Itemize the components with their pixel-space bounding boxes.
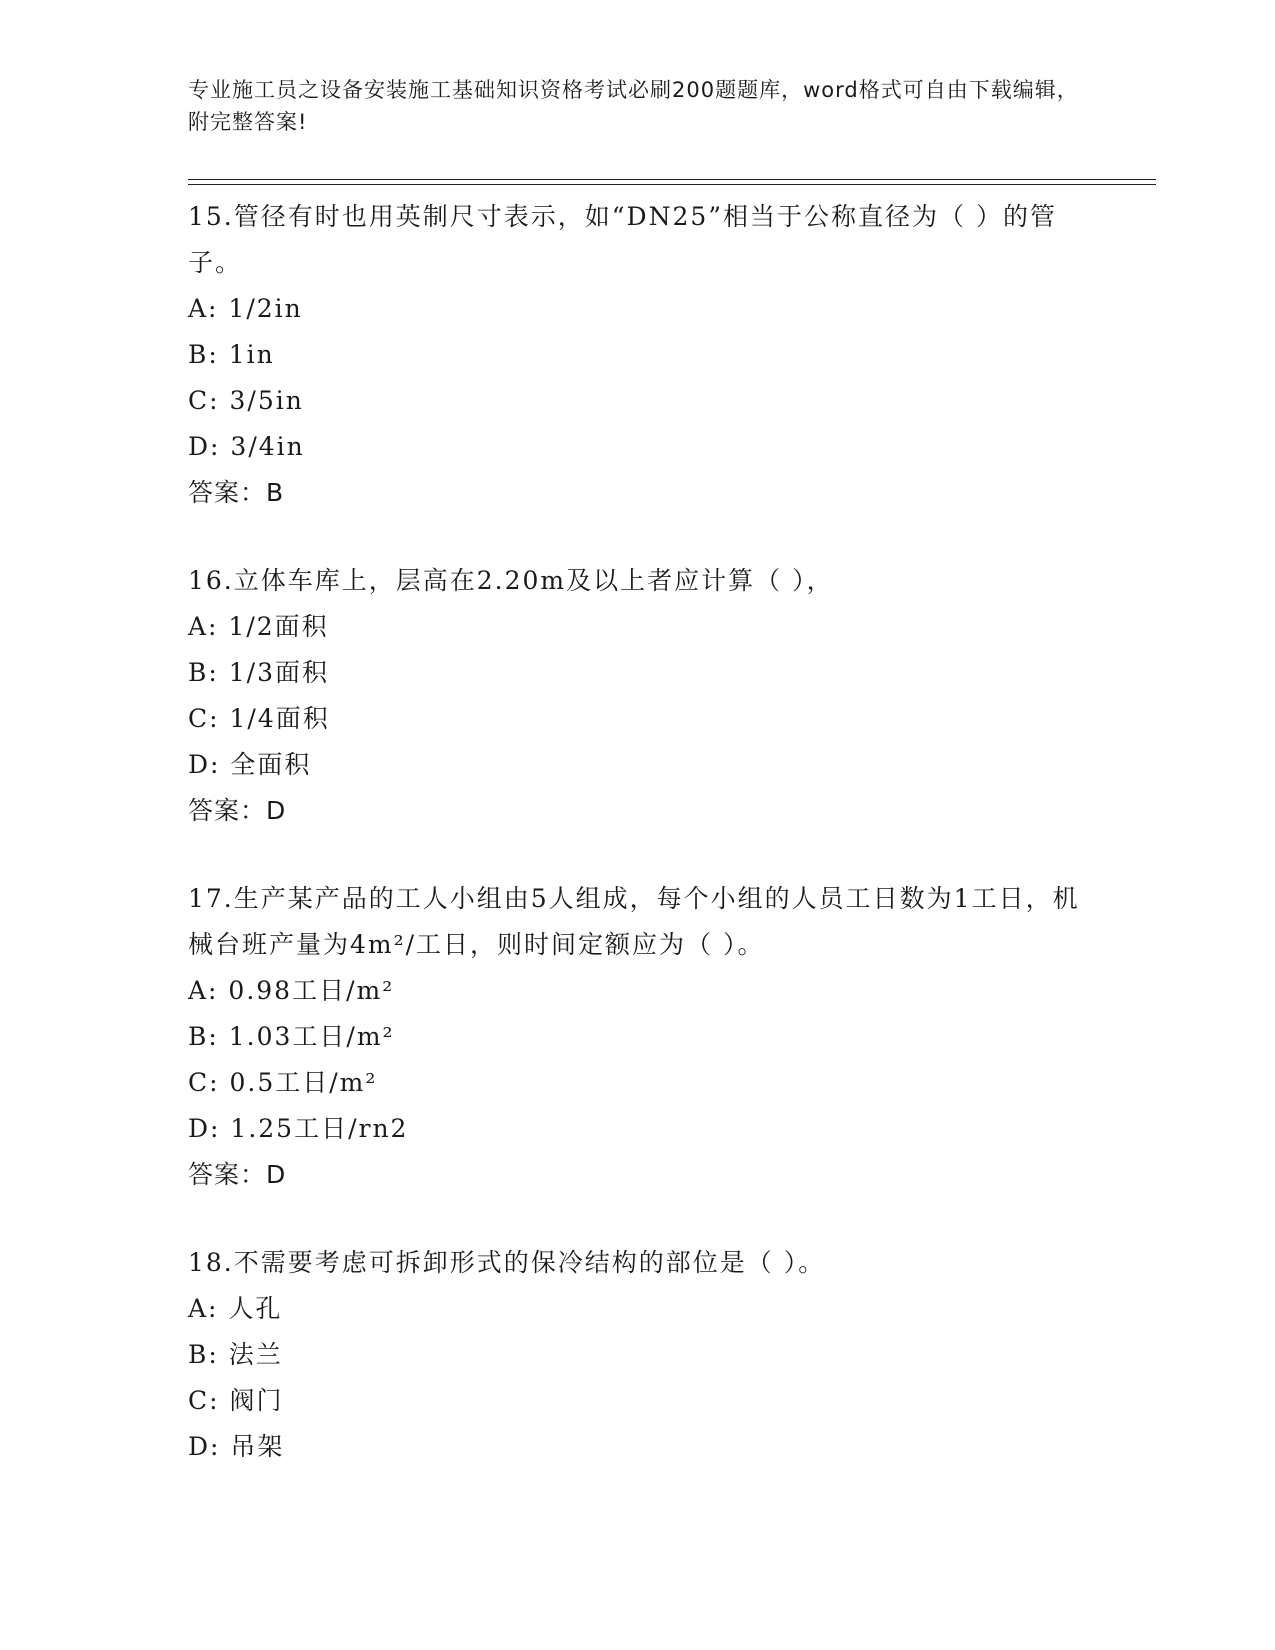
option-b: B: 1in: [188, 340, 275, 369]
question-18: [188, 1240, 1088, 1470]
question-stem: 18.不需要考虑可拆卸形式的保冷结构的部位是（ ）。: [188, 1248, 826, 1277]
question-stem: 16.立体车库上，层高在2.20m及以上者应计算（ ），: [188, 566, 834, 595]
option-d: D: 3/4in: [188, 432, 305, 461]
header-divider-top: [188, 179, 1156, 180]
question-17: [188, 876, 1088, 1198]
answer-line: 答案：B: [188, 478, 285, 507]
option-b: B: 法兰: [188, 1340, 283, 1369]
option-d: D: 全面积: [188, 750, 312, 779]
option-a: A: 0.98工日/m²: [188, 976, 395, 1005]
option-a: A: 1/2面积: [188, 612, 329, 641]
answer-line: 答案：D: [188, 1160, 287, 1189]
answer-line: 答案：D: [188, 796, 287, 825]
header-divider-bottom: [188, 184, 1156, 185]
option-c: C: 1/4面积: [188, 704, 330, 733]
option-a: A: 1/2in: [188, 294, 303, 323]
option-c: C: 3/5in: [188, 386, 304, 415]
option-d: D: 吊架: [188, 1432, 285, 1461]
option-b: B: 1.03工日/m²: [188, 1022, 395, 1051]
question-list: [188, 194, 1088, 1512]
option-a: A: 人孔: [188, 1294, 283, 1323]
question-stem: 17.生产某产品的工人小组由5人组成，每个小组的人员工日数为1工日，机械台班产量为4m²/工日，则时间定额应为（ ）。: [188, 884, 1080, 959]
question-16: [188, 558, 1088, 834]
document-header: 专业施工员之设备安装施工基础知识资格考试必刷200题题库，word格式可自由下载编辑，附完整答案!: [188, 78, 1079, 134]
option-d: D: 1.25工日/rn2: [188, 1114, 409, 1143]
option-c: C: 阀门: [188, 1386, 284, 1415]
question-stem: 15.管径有时也用英制尺寸表示，如“DN25”相当于公称直径为（ ）的管子。: [188, 202, 1057, 277]
option-c: C: 0.5工日/m²: [188, 1068, 378, 1097]
question-15: [188, 194, 1088, 516]
option-b: B: 1/3面积: [188, 658, 329, 687]
